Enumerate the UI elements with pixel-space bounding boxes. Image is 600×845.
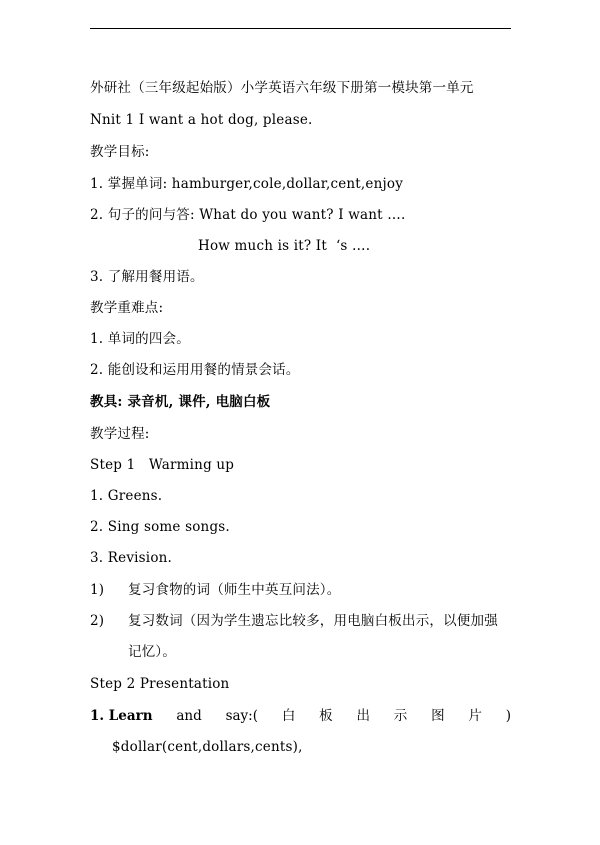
learn-part: 片 (468, 708, 482, 724)
process-heading: 教学过程: (90, 426, 150, 442)
key-points-heading: 教学重难点: (90, 300, 164, 316)
goals-heading: 教学目标: (90, 144, 150, 160)
goal-2-continuation: How much is it? It ‘s …. (198, 238, 371, 254)
teaching-aids: 教具: 录音机, 课件, 电脑白板 (90, 394, 271, 410)
learn-part: 示 (393, 708, 408, 724)
revision-1-number: 1) (90, 582, 105, 598)
learn-part: say:( (225, 708, 258, 724)
goal-2: 2. 句子的问与答: What do you want? I want …. (90, 207, 406, 223)
learn-part: ) (505, 708, 511, 724)
step2-title: Step 2 Presentation (90, 676, 230, 692)
goal-3: 3. 了解用餐用语。 (90, 269, 204, 285)
revision-2-text: 复习数词（因为学生遗忘比较多，用电脑白板出示，以便加强 (128, 613, 498, 629)
step1-item-greens: 1. Greens. (90, 488, 163, 504)
unit-title: Nnit 1 I want a hot dog, please. (90, 112, 313, 128)
learn-part: 白 (281, 708, 296, 724)
step1-item-songs: 2. Sing some songs. (90, 519, 230, 535)
key-point-2: 2. 能创设和运用用餐的情景会话。 (90, 362, 300, 378)
learn-part: 图 (431, 708, 445, 724)
step1-item-revision: 3. Revision. (90, 550, 173, 566)
learn-part: and (176, 708, 202, 724)
header-rule (90, 28, 511, 29)
revision-2-number: 2) (90, 613, 105, 629)
learn-part: 1. Learn (90, 708, 153, 724)
learn-part: 板 (319, 708, 333, 724)
dollar-line: $dollar(cent,dollars,cents), (112, 739, 303, 755)
revision-1-text: 复习食物的词（师生中英互问法）。 (128, 582, 341, 598)
learn-and-say-line (90, 707, 511, 725)
document-header: 外研社（三年级起始版）小学英语六年级下册第一模块第一单元 (90, 80, 474, 96)
key-point-1: 1. 单词的四会。 (90, 331, 190, 347)
learn-part: 出 (356, 708, 370, 724)
step1-title: Step 1 Warming up (90, 457, 235, 473)
revision-2-continuation: 记忆）。 (128, 644, 177, 660)
goal-1: 1. 掌握单词: hamburger,cole,dollar,cent,enjoy (90, 176, 404, 192)
